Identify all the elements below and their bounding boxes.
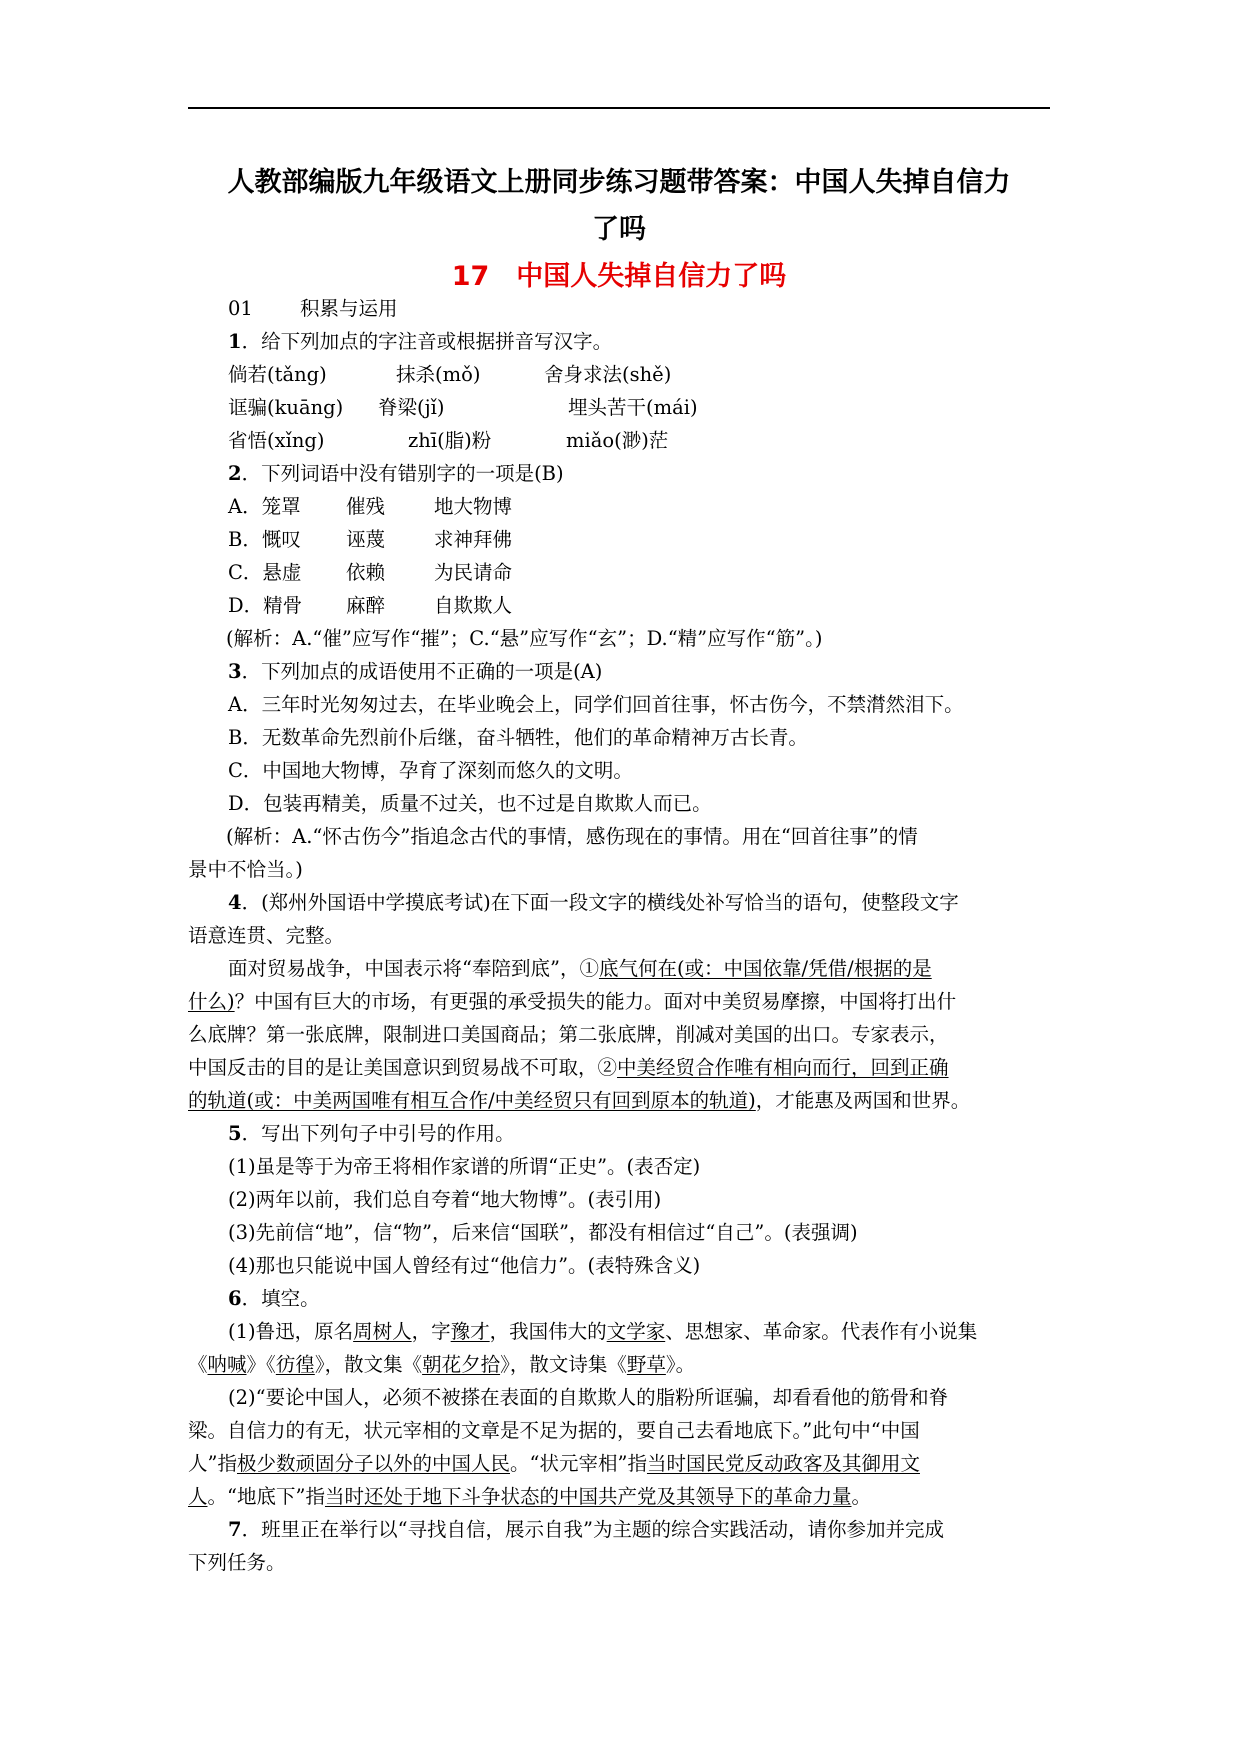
- q6-answer: 当时还处于地下斗争状态的中国共产党及其领导下的革命力量: [324, 1485, 852, 1508]
- q4-passage-line-2: 什么)？中国有巨大的市场，有更强的承受损失的能力。面对中美贸易摩擦，中国将打出什: [188, 990, 957, 1013]
- q6-answer: 呐喊: [207, 1353, 247, 1376]
- question-5-stem: 5．写出下列句子中引号的作用。: [228, 1122, 515, 1145]
- question-2-stem: 2．下列词语中没有错别字的一项是(B): [228, 462, 564, 485]
- q2-analysis: (解析：A.“催”应写作“摧”；C.“悬”应写作“玄”；D.“精”应写作“筋”。): [226, 627, 823, 650]
- q4-passage-line-1: 面对贸易战争，中国表示将“奉陪到底”，①底气何在(或：中国依靠/凭借/根据的是: [228, 957, 932, 980]
- q6-answer: 文学家: [606, 1320, 666, 1343]
- question-7-stem: 7．班里正在举行以“寻找自信，展示自我”为主题的综合实践活动，请你参加并完成: [228, 1518, 945, 1541]
- q2-option-b: B．慨叹 诬蔑 求神拜佛: [228, 528, 513, 551]
- q6-answer: 野草: [626, 1353, 666, 1376]
- q6-answer: 周树人: [353, 1320, 412, 1343]
- q5-item-3: (3)先前信“地”，信“物”，后来信“国联”，都没有相信过“自己”。(表强调): [228, 1221, 858, 1244]
- q2-option-a: A．笼罩 催残 地大物博: [228, 495, 513, 518]
- q3-option-c: C．中国地大物博，孕育了深刻而悠久的文明。: [228, 759, 633, 782]
- document-title-line-1: 人教部编版九年级语文上册同步练习题带答案：中国人失掉自信力: [227, 167, 1011, 198]
- q4-passage-line-5: 的轨道(或：中美两国唯有相互合作/中美经贸只有回到原本的轨道)，才能惠及两国和世界。: [188, 1089, 971, 1112]
- q6-answer: 当时国民党反动政客及其御用文: [646, 1452, 920, 1475]
- chapter-title: 17 中国人失掉自信力了吗: [451, 261, 787, 292]
- q3-option-d: D．包装再精美，质量不过关，也不过是自欺欺人而已。: [228, 792, 712, 815]
- section-heading: [188, 292, 1050, 325]
- q4-answer-2-cont: 的轨道(或：中美两国唯有相互合作/中美经贸只有回到原本的轨道): [188, 1089, 756, 1112]
- q6-part-1-line-1: (1)鲁迅，原名周树人，字豫才，我国伟大的文学家、思想家、革命家。代表作有小说集: [228, 1320, 978, 1343]
- q6-part-1-line-2: 《呐喊》《彷徨》，散文集《朝花夕拾》，散文诗集《野草》。: [188, 1353, 696, 1376]
- q1-row-2: 诓骗(kuāng) 脊梁(jǐ) 埋头苦干(mái): [228, 396, 698, 419]
- q2-option-c: C．悬虚 依赖 为民请命: [228, 561, 513, 584]
- q3-option-a: A．三年时光匆匆过去，在毕业晚会上，同学们回首往事，怀古伤今，不禁潸然泪下。: [228, 693, 964, 716]
- q4-answer-1-cont: 什么): [188, 990, 235, 1013]
- q6-answer: 豫才: [450, 1320, 490, 1343]
- q4-passage-line-3: 么底牌？第一张底牌，限制进口美国商品；第二张底牌，削减对美国的出口。专家表示，: [188, 1023, 949, 1046]
- q4-passage-line-4: 中国反击的目的是让美国意识到贸易战不可取，②中美经贸合作唯有相向而行，回到正确: [188, 1056, 949, 1079]
- question-4-stem-cont: 语意连贯、完整。: [188, 924, 345, 947]
- q5-item-2: (2)两年以前，我们总自夸着“地大物博”。(表引用): [228, 1188, 662, 1211]
- q6-part-2-line-1: (2)“要论中国人，必须不被搽在表面的自欺欺人的脂粉所诓骗，却看看他的筋骨和脊: [228, 1386, 949, 1409]
- q1-row-3: 省悟(xǐng) zhī(脂)粉 miǎo(渺)茫: [228, 429, 669, 452]
- q6-part-2-line-2: 梁。自信力的有无，状元宰相的文章是不足为据的，要自己去看地底下。”此句中“中国: [188, 1419, 920, 1442]
- q6-answer: 极少数顽固分子以外的中国人民: [236, 1452, 510, 1475]
- header-rule: [188, 107, 1050, 109]
- section-label: 积累与运用: [300, 297, 398, 320]
- q1-row-1: 倘若(tǎng) 抹杀(mǒ) 舍身求法(shě): [228, 363, 672, 386]
- q5-item-4: (4)那也只能说中国人曾经有过“他信力”。(表特殊含义): [228, 1254, 701, 1277]
- q3-option-b: B．无数革命先烈前仆后继，奋斗牺牲，他们的革命精神万古长青。: [228, 726, 808, 749]
- question-7-stem-cont: 下列任务。: [188, 1551, 286, 1574]
- q4-answer-2: 中美经贸合作唯有相向而行，回到正确: [617, 1056, 949, 1079]
- q2-option-d: D．精骨 麻醉 自欺欺人: [228, 594, 513, 617]
- q3-analysis-line-2: 景中不恰当。): [188, 858, 303, 881]
- document-body: [188, 292, 1050, 1579]
- q6-answer: 朝花夕拾: [422, 1353, 501, 1376]
- q6-answer: 人: [188, 1485, 208, 1508]
- q6-part-2-line-3: 人”指极少数顽固分子以外的中国人民。“状元宰相”指当时国民党反动政客及其御用文: [188, 1452, 920, 1475]
- document-title-line-2: 了吗: [592, 214, 646, 245]
- q6-answer: 彷徨: [275, 1353, 315, 1376]
- question-6-stem: 6．填空。: [228, 1287, 320, 1310]
- section-number: 01: [228, 297, 253, 320]
- question-4-stem: 4．(郑州外国语中学摸底考试)在下面一段文字的横线处补写恰当的语句，使整段文字: [228, 891, 959, 914]
- q6-part-2-line-4: 人。“地底下”指当时还处于地下斗争状态的中国共产党及其领导下的革命力量。: [188, 1485, 871, 1508]
- question-3-stem: 3．下列加点的成语使用不正确的一项是(A): [228, 660, 603, 683]
- question-1-stem: 1．给下列加点的字注音或根据拼音写汉字。: [228, 330, 613, 353]
- q3-analysis-line-1: (解析：A.“怀古伤今”指追念古代的事情，感伤现在的事情。用在“回首往事”的情: [226, 825, 918, 848]
- q4-answer-1: 底气何在(或：中国依靠/凭借/根据的是: [598, 957, 932, 980]
- q5-item-1: (1)虽是等于为帝王将相作家谱的所谓“正史”。(表否定): [228, 1155, 701, 1178]
